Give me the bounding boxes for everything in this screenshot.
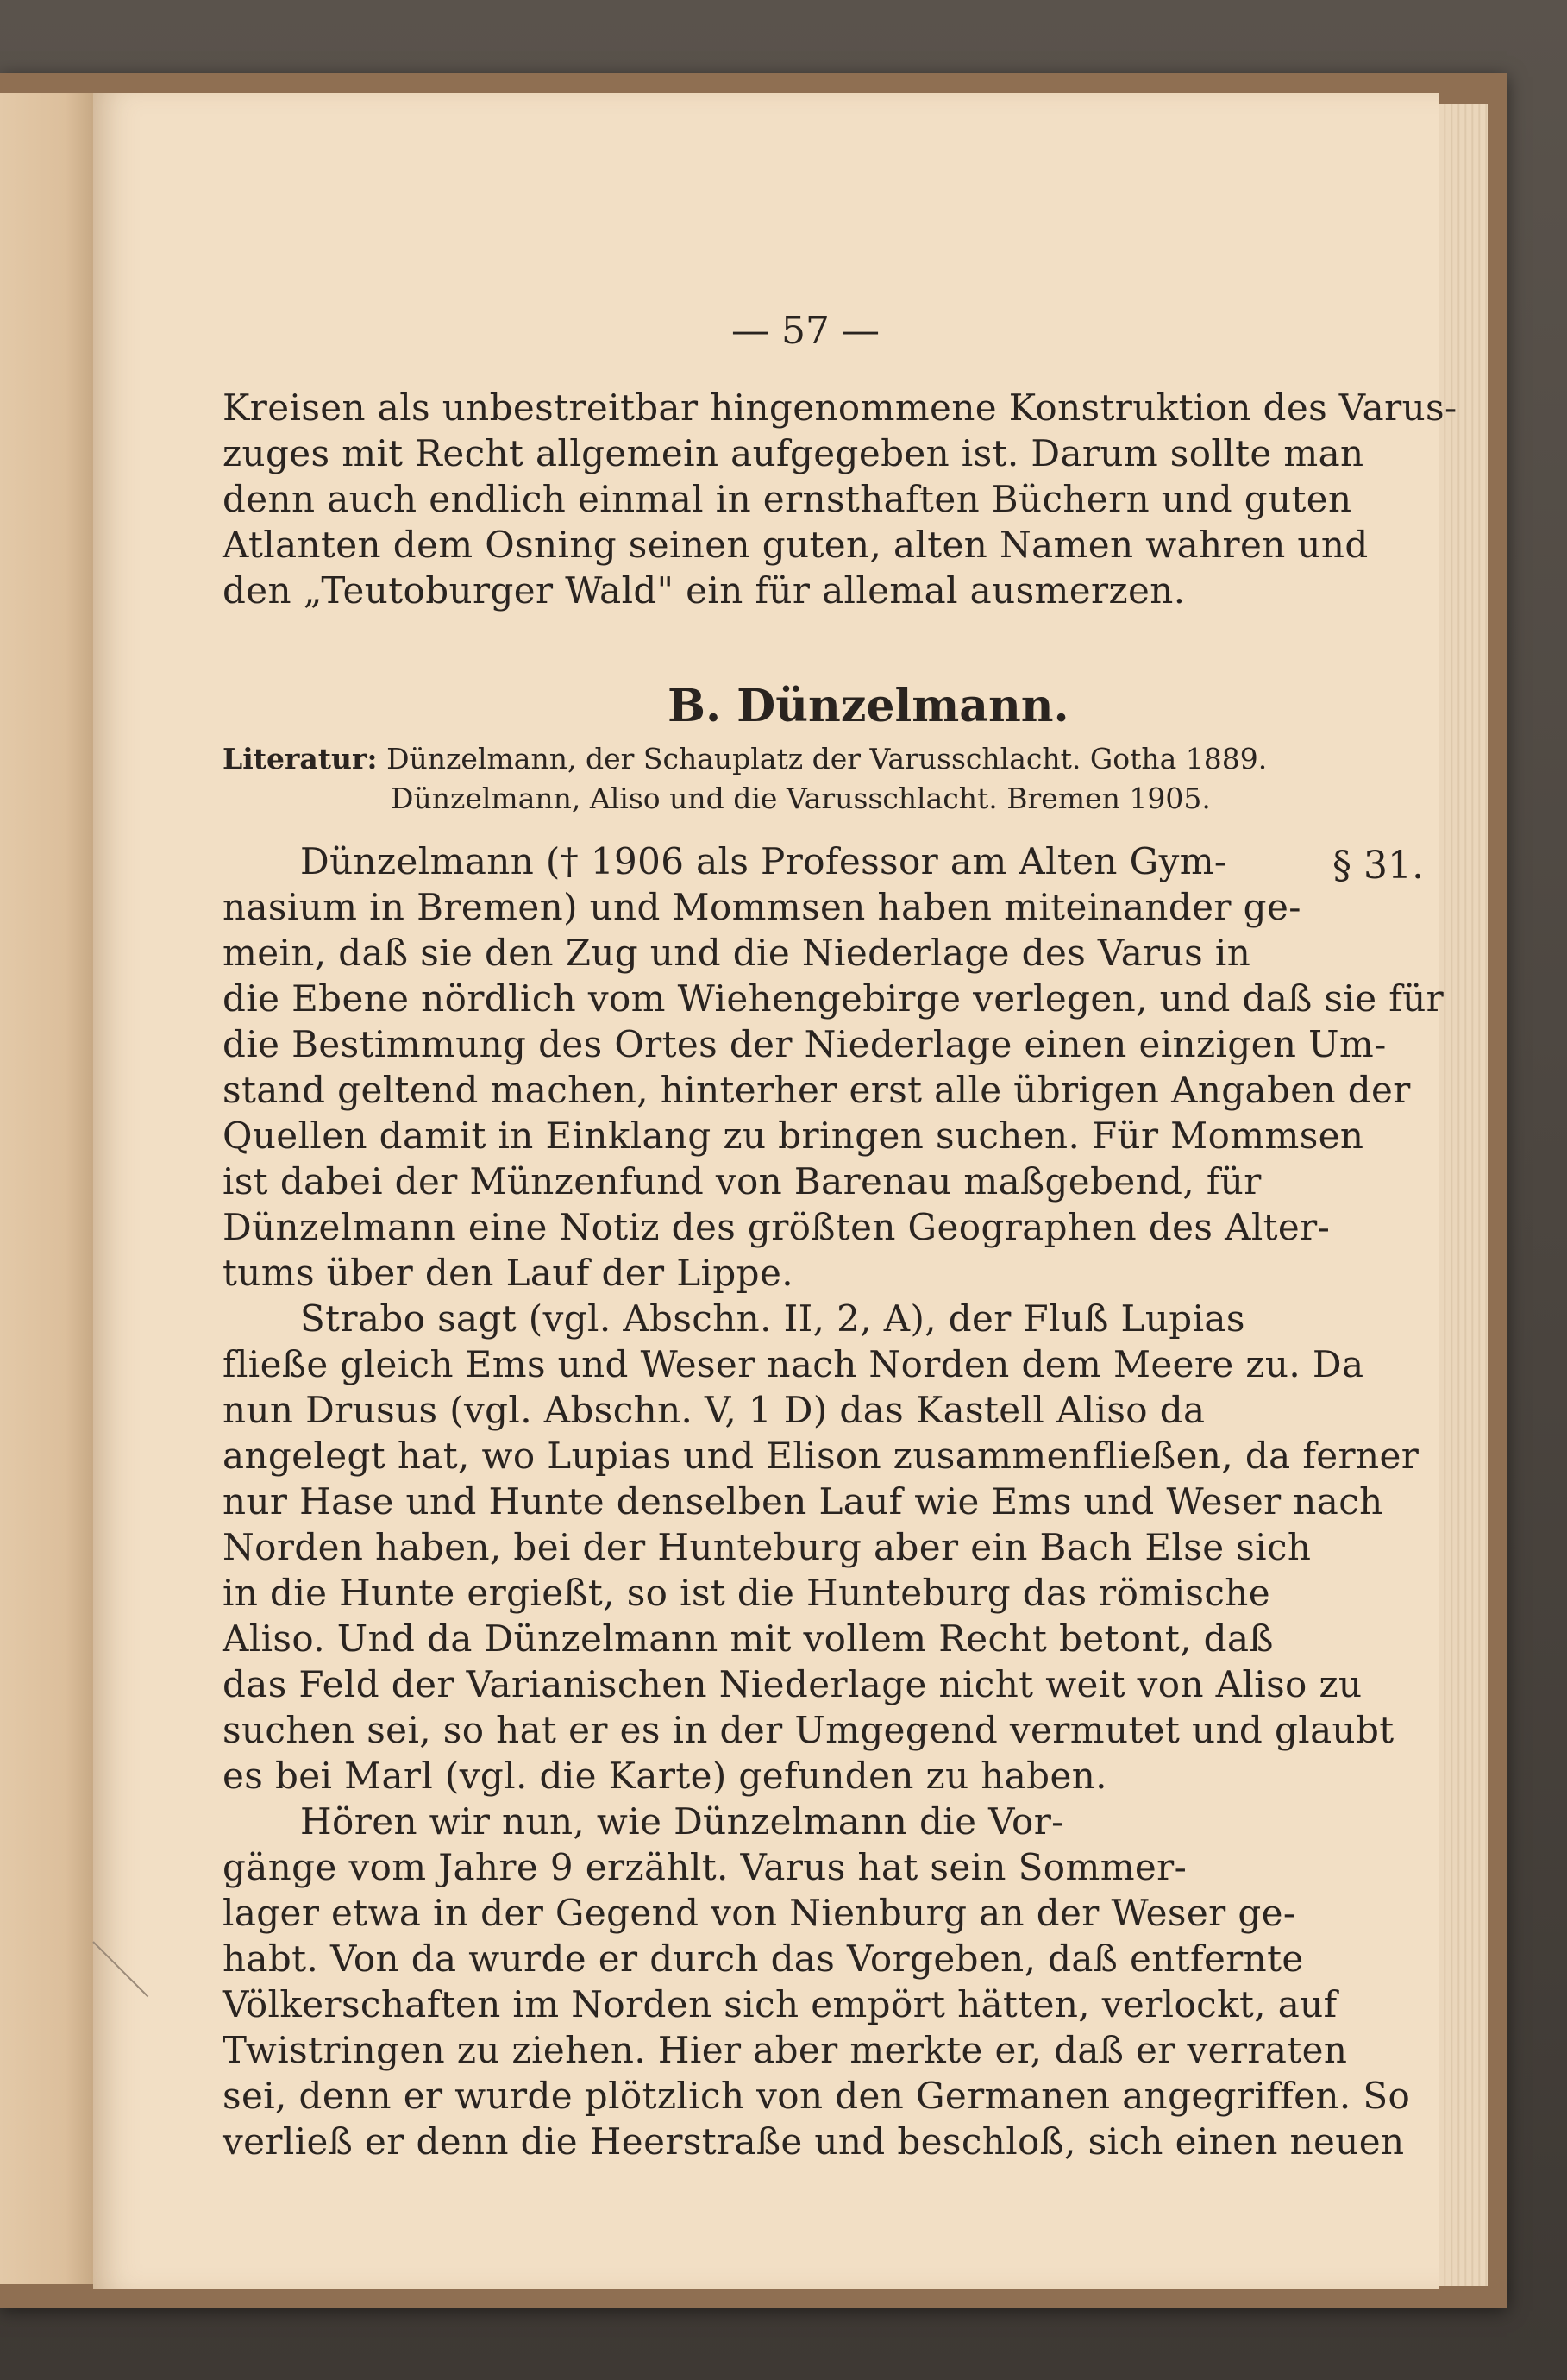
- text-line: zuges mit Recht allgemein aufgegeben ist. Darum sollte man: [223, 432, 1364, 474]
- literature-label: Literatur:: [223, 742, 378, 776]
- text-line: Hören wir nun, wie Dünzelmann die Vor-: [300, 1800, 1064, 1843]
- text-line: Völkerschaften im Norden sich empört hätten, verlockt, auf: [223, 1983, 1338, 2025]
- text-line: sei, denn er wurde plötzlich von den Germanen angegriffen. So: [223, 2075, 1411, 2117]
- text-line: das Feld der Varianischen Niederlage nicht weit von Aliso zu: [223, 1663, 1363, 1705]
- text-line: nur Hase und Hunte denselben Lauf wie Ems und Weser nach: [223, 1480, 1383, 1523]
- text-line: den „Teutoburger Wald" ein für allemal ausmerzen.: [223, 569, 1186, 612]
- page-number: — 57 —: [731, 309, 880, 353]
- text-line: verließ er denn die Heerstraße und beschloß, sich einen neuen: [223, 2120, 1405, 2163]
- text-line: suchen sei, so hat er es in der Umgegend vermutet und glaubt: [223, 1709, 1395, 1751]
- section-heading: B. Dünzelmann.: [668, 680, 1069, 732]
- literature-entry: Dünzelmann, Aliso und die Varusschlacht. Bremen 1905.: [391, 782, 1211, 815]
- text-line: Dünzelmann eine Notiz des größten Geographen des Alter-: [223, 1206, 1331, 1248]
- facing-page-edge: [0, 93, 93, 2284]
- text-line: die Ebene nördlich vom Wiehengebirge verlegen, und daß sie für: [223, 977, 1445, 1020]
- text-line: es bei Marl (vgl. die Karte) gefunden zu haben.: [223, 1755, 1107, 1797]
- book-page: [93, 93, 1457, 2289]
- text-line: Aliso. Und da Dünzelmann mit vollem Recht betont, daß: [223, 1617, 1274, 1660]
- literature-line: [223, 742, 1267, 776]
- text-line: Kreisen als unbestreitbar hingenommene Konstruktion des Varus-: [223, 386, 1457, 429]
- text-line: nun Drusus (vgl. Abschn. V, 1 D) das Kastell Aliso da: [223, 1389, 1206, 1431]
- text-line: ist dabei der Münzenfund von Barenau maßgebend, für: [223, 1160, 1262, 1203]
- text-line: Dünzelmann († 1906 als Professor am Alten Gym-: [300, 840, 1227, 882]
- text-line: angelegt hat, wo Lupias und Elison zusammenfließen, da ferner: [223, 1435, 1420, 1477]
- text-line: stand geltend machen, hinterher erst alle übrigen Angaben der: [223, 1069, 1411, 1111]
- text-line: gänge vom Jahre 9 erzählt. Varus hat sein Sommer-: [223, 1846, 1188, 1888]
- text-line: habt. Von da wurde er durch das Vorgeben, daß entfernte: [223, 1937, 1304, 1980]
- text-line: nasium in Bremen) und Mommsen haben miteinander ge-: [223, 886, 1301, 928]
- text-line: tums über den Lauf der Lippe.: [223, 1252, 793, 1294]
- text-line: in die Hunte ergießt, so ist die Hunteburg das römische: [223, 1572, 1270, 1614]
- section-mark: § 31.: [1332, 844, 1424, 888]
- text-line: mein, daß sie den Zug und die Niederlage des Varus in: [223, 932, 1251, 974]
- text-line: Quellen damit in Einklang zu bringen suchen. Für Mommsen: [223, 1115, 1364, 1157]
- text-line: Atlanten dem Osning seinen guten, alten Namen wahren und: [223, 524, 1369, 566]
- text-line: Twistringen zu ziehen. Hier aber merkte er, daß er verraten: [223, 2029, 1348, 2071]
- text-line: denn auch endlich einmal in ernsthaften Büchern und guten: [223, 478, 1352, 520]
- literature-entry: Dünzelmann, der Schauplatz der Varusschlacht. Gotha 1889.: [386, 742, 1268, 776]
- text-line: lager etwa in der Gegend von Nienburg an der Weser ge-: [223, 1892, 1296, 1934]
- text-line: fließe gleich Ems und Weser nach Norden dem Meere zu. Da: [223, 1343, 1364, 1385]
- text-line: Norden haben, bei der Hunteburg aber ein Bach Else sich: [223, 1526, 1312, 1568]
- text-line: Strabo sagt (vgl. Abschn. II, 2, A), der Fluß Lupias: [300, 1297, 1245, 1340]
- text-line: die Bestimmung des Ortes der Niederlage einen einzigen Um-: [223, 1023, 1387, 1065]
